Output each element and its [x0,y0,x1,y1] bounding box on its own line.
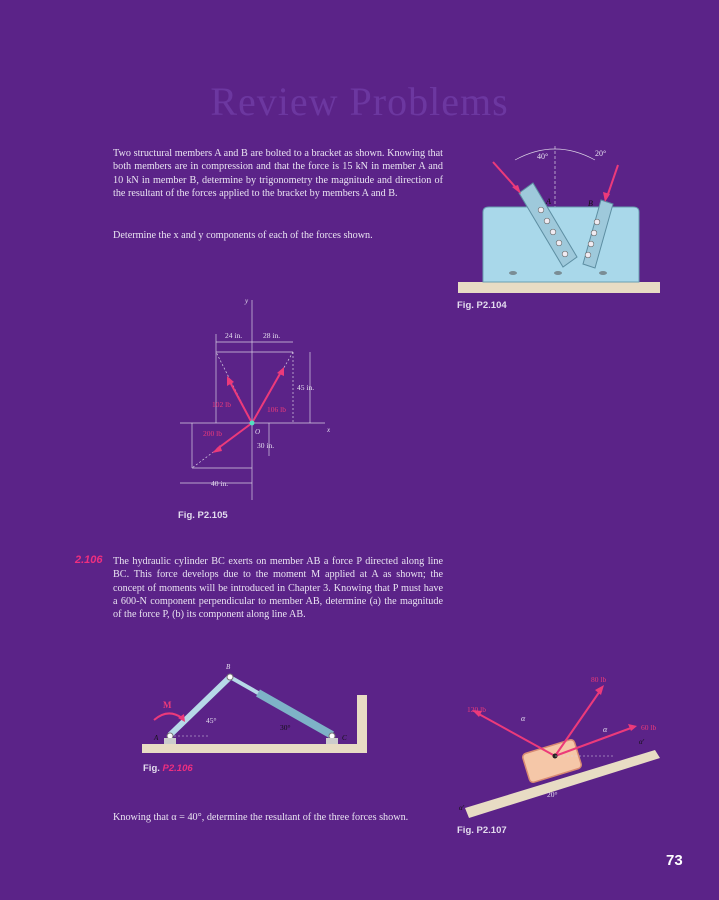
angle-30-label: 30° [280,723,291,732]
point-a-label: A [154,734,159,742]
dim-40-label: 40 in. [211,479,229,488]
dim-45-label: 45 in. [297,383,315,392]
dim-24-label: 24 in. [225,331,243,340]
problem-2-107-text: Knowing that α = 40°, determine the resultant of the three forces shown. [113,812,409,823]
force-120-label: 120 lb [467,705,486,714]
force-200-label: 200 lb [203,429,222,438]
force-106-label: 106 lb [267,405,286,414]
angle-20-label: 20° [595,149,607,158]
force-102-label: 102 lb [212,400,231,409]
axis-x-label: x [327,426,331,434]
fig-p2-106-caption-prefix: Fig. [143,763,160,774]
fig-p2-107-caption: Fig. P2.107 [457,825,507,836]
figure-p2-105 [175,290,355,505]
figure-p2-104 [455,140,665,300]
angle-20-label: 20° [547,790,558,799]
member-a-label: A [546,197,551,206]
alpha-label-left: α [521,714,526,723]
origin-label: O [255,428,261,436]
section-title: Review Problems [210,79,509,124]
fig-p2-104-caption: Fig. P2.104 [457,300,507,311]
alpha-prime-right: α' [639,738,645,746]
axis-y-label: y [245,297,249,305]
problem-2-105-text: Determine the x and y components of each of the forces shown. [113,230,373,241]
moment-m-label: M [163,700,172,710]
fig-p2-106-caption [143,763,193,774]
dim-30-label: 30 in. [257,441,275,450]
figure-p2-106 [140,660,372,760]
angle-45-label: 45° [206,716,217,725]
problem-2-106-text: The hydraulic cylinder BC exerts on member AB a force P directed along line BC. This force develops due to the moment M applied at A as shown; the concept of moments will be introduced in Chapter 3. Knowing that P must have a 600-N component perpendicular to member AB, determine (a) the magnitude of the force P, (b) its component along line AB. [113,556,443,621]
force-60-label: 60 lb [641,723,657,732]
point-c-label: C [342,734,347,742]
angle-40-label: 40° [537,152,549,161]
dim-28-label: 28 in. [263,331,281,340]
fig-p2-106-caption-number: P2.106 [162,763,193,774]
force-80-label: 80 lb [591,675,607,684]
alpha-prime-left: α' [459,804,465,812]
fig-p2-105-caption: Fig. P2.105 [178,510,228,521]
figure-p2-107 [455,668,670,823]
problem-number-2-106: 2.106 [75,554,103,566]
page-number: 73 [666,852,683,869]
alpha-label-right: α [603,725,608,734]
member-b-label: B [588,199,593,208]
point-b-label: B [226,663,231,671]
problem-2-104-text: Two structural members A and B are bolted to a bracket as shown. Knowing that both members are in compression and that the force is 15 kN in member A and 10 kN in member B, determine by trigonometry the magnitude and direction of the resultant of the forces applied to the bracket by members A and B. [113,148,443,199]
